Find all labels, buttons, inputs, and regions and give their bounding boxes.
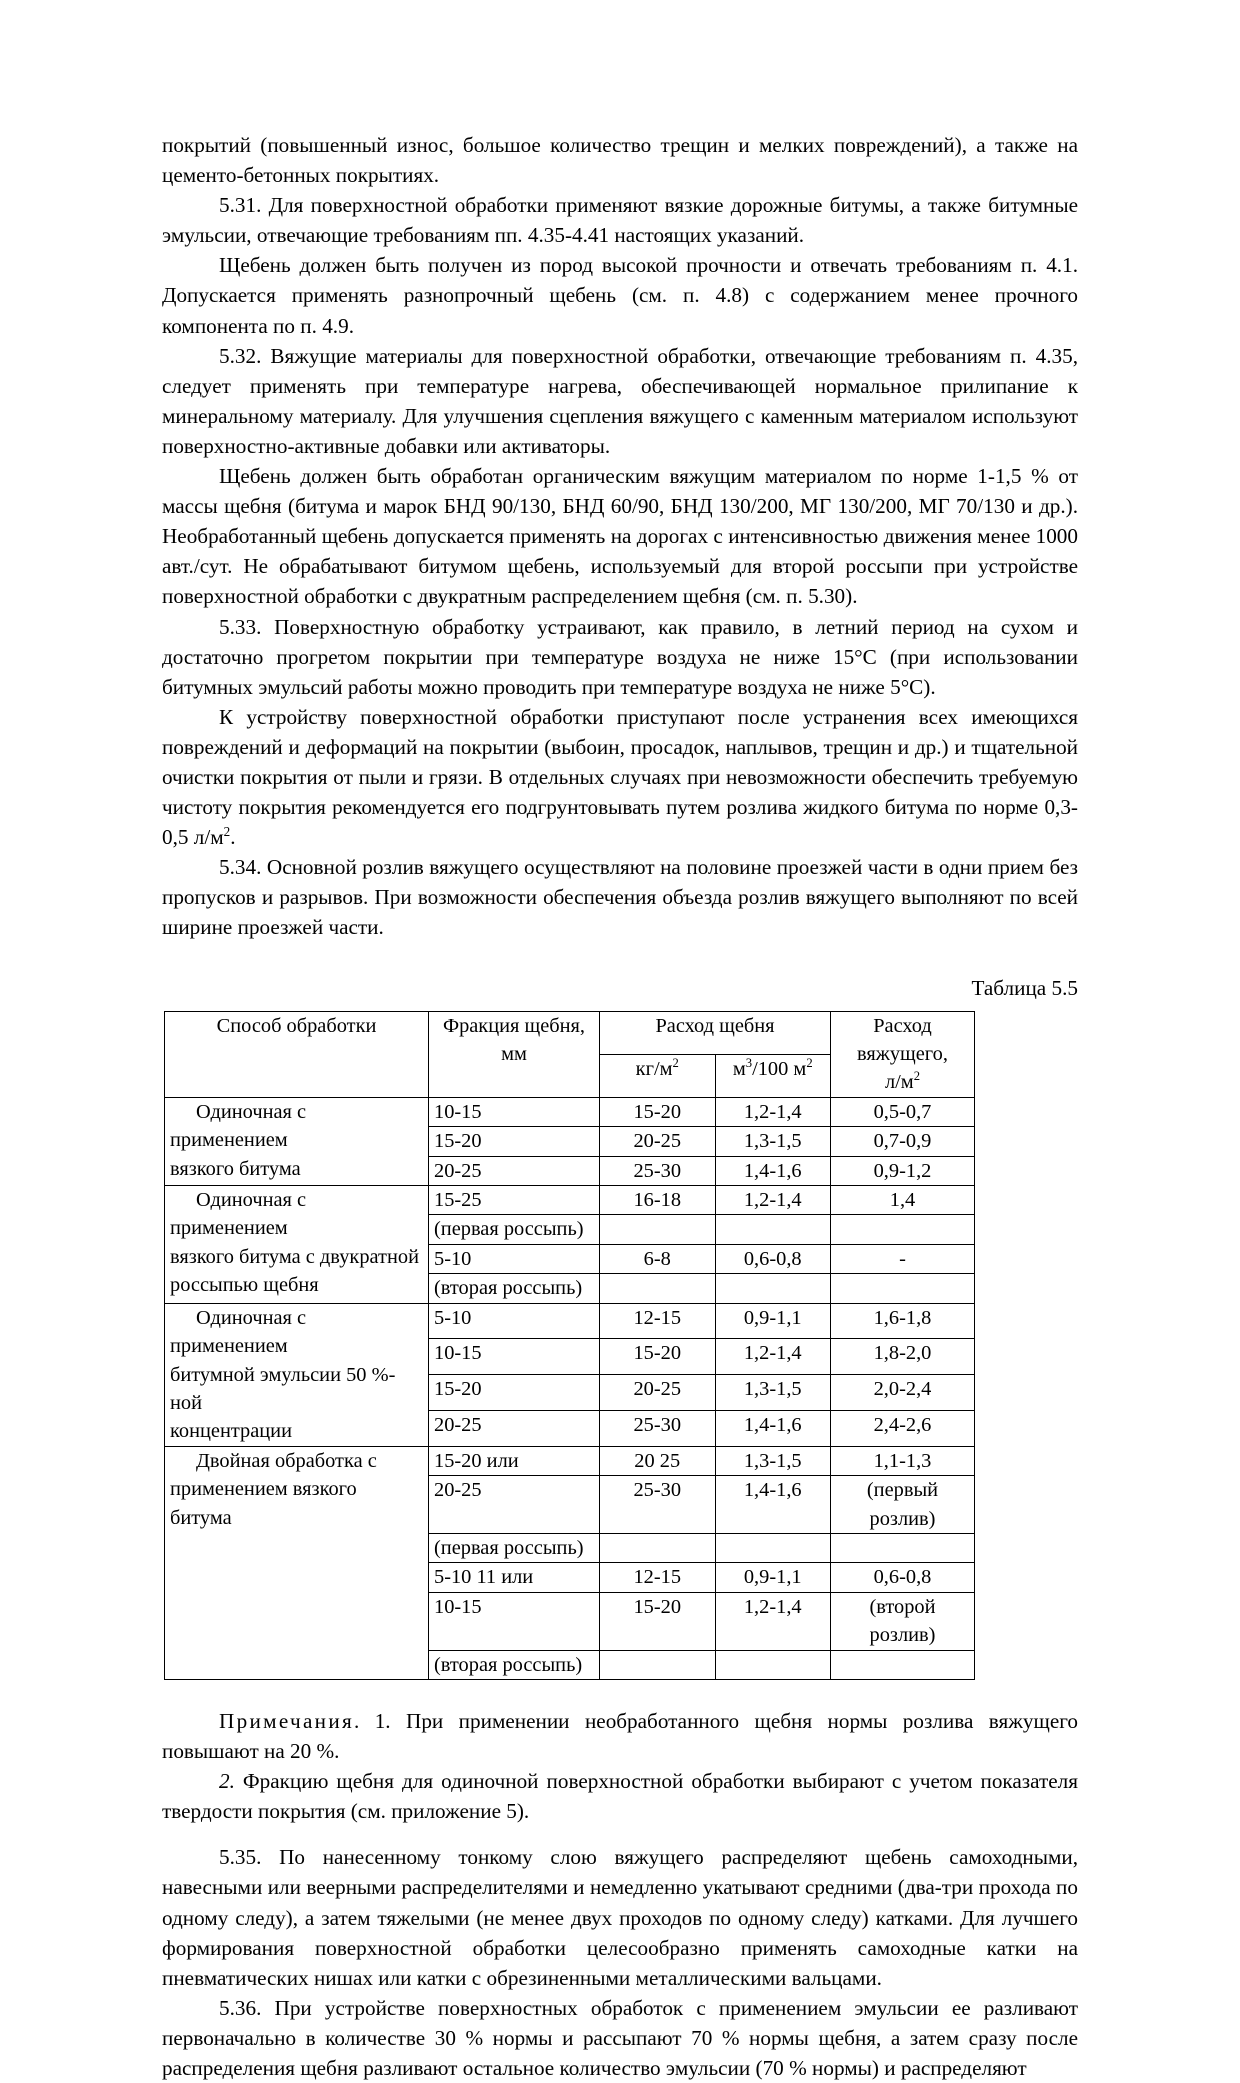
cell-m3-per-100m2: 1,2-1,4 xyxy=(715,1592,831,1650)
cell-m3-per-100m2 xyxy=(715,1215,831,1244)
para-ustroystvo xyxy=(162,702,1078,852)
th-unit-kg xyxy=(600,1054,716,1097)
cell-binder xyxy=(831,1533,975,1562)
cell-binder: 1,1-1,3 xyxy=(831,1446,975,1475)
cell-binder: - xyxy=(831,1244,975,1273)
para-5-32: 5.32. Вяжущие материалы для поверхностной обработки, отвечающие требованиям п. 4.35, следует применять при температуре нагрева, обеспечивающей нормальное прилипание к минеральному материалу. Для улучшения сцепления вяжущего с каменным материалом используют поверхностно-активные добавки или активаторы. xyxy=(162,343,1078,458)
cell-kg-per-m2: 15-20 xyxy=(600,1097,716,1126)
th-unit-kg-sup: 2 xyxy=(672,1055,679,1070)
th-unit-m3-pre: м xyxy=(732,1057,746,1080)
cell-m3-per-100m2: 0,9-1,1 xyxy=(715,1303,831,1339)
note-2-number: 2. xyxy=(219,1769,235,1794)
cell-m3-per-100m2: 0,9-1,1 xyxy=(715,1563,831,1592)
note-1-head: . 1. xyxy=(354,1708,407,1733)
th-fraction-line2: мм xyxy=(501,1043,527,1066)
method-line: Двойная обработка с xyxy=(196,1449,377,1472)
cell-kg-per-m2: 25-30 xyxy=(600,1476,716,1534)
cell-binder: 1,8-2,0 xyxy=(831,1339,975,1375)
cell-kg-per-m2 xyxy=(600,1274,716,1303)
cell-fraction: 20-25 xyxy=(429,1476,600,1534)
table-row xyxy=(165,1186,975,1215)
th-binder xyxy=(831,1011,975,1097)
cell-m3-per-100m2 xyxy=(715,1274,831,1303)
cell-binder: 1,4 xyxy=(831,1186,975,1215)
cell-fraction: 20-25 xyxy=(429,1410,600,1446)
paragraphs-top-block xyxy=(162,130,1078,702)
cell-m3-per-100m2: 1,4-1,6 xyxy=(715,1156,831,1185)
cell-binder: 2,0-2,4 xyxy=(831,1375,975,1411)
cell-binder: 2,4-2,6 xyxy=(831,1410,975,1446)
cell-binder: 0,7-0,9 xyxy=(831,1127,975,1156)
para-5-35: 5.35. По нанесенному тонкому слою вяжущего распределяют щебень самоходными, навесными или веерными распределителями и немедленно укатывают средними (два-три прохода по одному следу), а затем тяжелыми (не менее двух проходов по одному следу) катками. Для лучшего формирования поверхностной обработки целесообразно применять самоходные катки на пневматических нишах или катки с обрезиненными металлическими вальцами. xyxy=(162,1845,1078,1990)
table-header xyxy=(165,1011,975,1097)
cell-kg-per-m2: 12-15 xyxy=(600,1563,716,1592)
note-2 xyxy=(162,1766,1078,1826)
method-line: концентрации xyxy=(170,1420,292,1443)
cell-m3-per-100m2: 1,2-1,4 xyxy=(715,1186,831,1215)
th-unit-m3-post: /100 м xyxy=(752,1057,807,1080)
table-row xyxy=(165,1303,975,1339)
cell-m3-per-100m2: 1,4-1,6 xyxy=(715,1410,831,1446)
notes-block xyxy=(162,1706,1078,1826)
cell-kg-per-m2 xyxy=(600,1215,716,1244)
method-line: применением вязкого битума xyxy=(170,1478,357,1529)
cell-binder: 0,6-0,8 xyxy=(831,1563,975,1592)
cell-m3-per-100m2: 1,3-1,5 xyxy=(715,1375,831,1411)
cell-binder xyxy=(831,1215,975,1244)
cell-kg-per-m2: 15-20 xyxy=(600,1592,716,1650)
th-fraction xyxy=(429,1011,600,1097)
cell-binder: 0,5-0,7 xyxy=(831,1097,975,1126)
note-1 xyxy=(162,1706,1078,1766)
para-ustroystvo-part1: К устройству поверхностной обработки приступают после устранения всех имеющихся повреждений и деформаций на покрытии (выбоин, просадок, наплывов, трещин и др.) и тщательной очистки покрытия от пыли и грязи. В отдельных случаях при невозможности обеспечить требуемую чистоту покрытия рекомендуется его подгрунтовывать путем розлива жидкого битума по норме 0,3-0,5 л/м xyxy=(162,704,1078,850)
note-2-text: Фракцию щебня для одиночной поверхностной обработки выбирают с учетом показателя твердости покрытия (см. приложение 5). xyxy=(162,1769,1078,1824)
table-header-row-1 xyxy=(165,1011,975,1054)
cell-fraction: 15-20 xyxy=(429,1127,600,1156)
table-5-5 xyxy=(164,1011,975,1680)
cell-fraction: (первая россыпь) xyxy=(429,1215,600,1244)
cell-m3-per-100m2: 1,3-1,5 xyxy=(715,1446,831,1475)
cell-fraction: 15-25 xyxy=(429,1186,600,1215)
para-shcheben-prochnost: Щебень должен быть получен из пород высокой прочности и отвечать требованиям п. 4.1. Допускается применять разнопрочный щебень (см. п. 4.8) с содержанием менее прочного компонента по п. 4.9. xyxy=(162,253,1078,338)
para-ustroystvo-superscript: 2 xyxy=(223,824,231,840)
cell-fraction: 15-20 xyxy=(429,1375,600,1411)
para-cont-top: покрытий (повышенный износ, большое количество трещин и мелких повреждений), а также на цементо-бетонных покрытиях. xyxy=(162,133,1078,188)
method-line: битумной эмульсии 50 %-ной xyxy=(170,1363,396,1414)
notes-spacer xyxy=(162,1826,1078,1842)
para-5-34: 5.34. Основной розлив вяжущего осуществляют на половине проезжей части в одни прием без пропусков и разрывов. При возможности обеспечения объезда розлив вяжущего выполняют по всей ширине проезжей части. xyxy=(162,855,1078,940)
th-binder-unit xyxy=(885,1071,920,1093)
th-binder-unit-pre: л/м xyxy=(884,1071,914,1094)
table-row xyxy=(165,1097,975,1126)
cell-kg-per-m2: 20-25 xyxy=(600,1127,716,1156)
notes-label: Примечания xyxy=(219,1708,354,1733)
para-5-31: 5.31. Для поверхностной обработки применяют вязкие дорожные битумы, а также битумные эмульсии, отвечающие требованиям пп. 4.35-4.41 настоящих указаний. xyxy=(162,193,1078,248)
method-line: вязкого битума xyxy=(170,1157,301,1180)
paragraphs-bottom-block xyxy=(162,1842,1078,2083)
cell-fraction: (вторая россыпь) xyxy=(429,1650,600,1679)
cell-fraction: (вторая россыпь) xyxy=(429,1274,600,1303)
cell-binder xyxy=(831,1274,975,1303)
para-5-33: 5.33. Поверхностную обработку устраивают, как правило, в летний период на сухом и достаточно прогретом покрытии при температуре воздуха не ниже 15°С (при использовании битумных эмульсий работы можно проводить при температуре воздуха не ниже 5°С). xyxy=(162,614,1078,699)
method-line: вязкого битума с двукратной xyxy=(170,1245,419,1268)
cell-fraction: 5-10 11 или xyxy=(429,1563,600,1592)
group-single-viscous-double-spread-method-cell xyxy=(165,1186,429,1304)
th-unit-m3-sup2: 2 xyxy=(806,1055,813,1070)
cell-kg-per-m2 xyxy=(600,1533,716,1562)
th-consumption-group: Расход щебня xyxy=(600,1011,831,1054)
para-5-36: 5.36. При устройстве поверхностных обработок с применением эмульсии ее разливают первоначально в количестве 30 % нормы и рассыпают 70 % нормы щебня, а затем сразу после распределения щебня разливают остальное количество эмульсии (70 % нормы) и распределяют xyxy=(162,1995,1078,2080)
th-unit-m3-sup: 3 xyxy=(745,1055,753,1070)
method-line: Одиночная с применением xyxy=(170,1306,307,1358)
method-line: Одиночная с применением xyxy=(170,1189,307,1240)
group-double-treatment-viscous-bitumen-method-cell xyxy=(165,1446,429,1679)
cell-m3-per-100m2: 1,3-1,5 xyxy=(715,1127,831,1156)
th-method: Способ обработки xyxy=(165,1011,429,1097)
th-unit-m3 xyxy=(715,1054,831,1097)
cell-m3-per-100m2: 1,4-1,6 xyxy=(715,1476,831,1534)
cell-m3-per-100m2 xyxy=(715,1650,831,1679)
cell-m3-per-100m2: 0,6-0,8 xyxy=(715,1244,831,1273)
group-single-bitumen-emulsion-method-cell xyxy=(165,1303,429,1446)
cell-fraction: 10-15 xyxy=(429,1339,600,1375)
cell-binder: (второй розлив) xyxy=(831,1592,975,1650)
cell-kg-per-m2: 25-30 xyxy=(600,1156,716,1185)
th-binder-unit-sup: 2 xyxy=(913,1069,921,1084)
cell-kg-per-m2: 25-30 xyxy=(600,1410,716,1446)
note-1-text: При применении необработанного щебня нормы розлива вяжущего повышают на 20 %. xyxy=(162,1708,1078,1764)
table-row xyxy=(165,1446,975,1475)
cell-fraction: 20-25 xyxy=(429,1156,600,1185)
cell-kg-per-m2: 6-8 xyxy=(600,1244,716,1273)
cell-m3-per-100m2: 1,2-1,4 xyxy=(715,1097,831,1126)
cell-fraction: 5-10 xyxy=(429,1244,600,1273)
cell-m3-per-100m2: 1,2-1,4 xyxy=(715,1339,831,1375)
document-body xyxy=(162,130,1078,2083)
cell-kg-per-m2: 12-15 xyxy=(600,1303,716,1339)
method-line: россыпью щебня xyxy=(170,1274,319,1297)
th-fraction-line1: Фракция щебня, xyxy=(442,1014,586,1037)
cell-kg-per-m2: 15-20 xyxy=(600,1339,716,1375)
cell-binder xyxy=(831,1650,975,1679)
table-caption: Таблица 5.5 xyxy=(971,975,1078,1000)
cell-kg-per-m2: 20 25 xyxy=(600,1446,716,1475)
cell-fraction: 5-10 xyxy=(429,1303,600,1339)
table-body xyxy=(165,1097,975,1679)
th-unit-kg-text: кг/м xyxy=(635,1057,673,1080)
th-binder-line1: Расход вяжущего, xyxy=(857,1014,948,1066)
cell-kg-per-m2: 16-18 xyxy=(600,1186,716,1215)
group-single-viscous-bitumen-method-cell xyxy=(165,1097,429,1185)
cell-fraction: 10-15 xyxy=(429,1592,600,1650)
cell-binder: 1,6-1,8 xyxy=(831,1303,975,1339)
cell-kg-per-m2: 20-25 xyxy=(600,1375,716,1411)
cell-binder: 0,9-1,2 xyxy=(831,1156,975,1185)
cell-binder: (первый розлив) xyxy=(831,1476,975,1534)
cell-m3-per-100m2 xyxy=(715,1533,831,1562)
para-ustroystvo-part2: . xyxy=(230,825,236,850)
method-line: Одиночная с применением xyxy=(170,1100,307,1152)
cell-kg-per-m2 xyxy=(600,1650,716,1679)
para-shcheben-obrabotan: Щебень должен быть обработан органическим вяжущим материалом по норме 1-1,5 % от массы щебня (битума и марок БНД 90/130, БНД 60/90, БНД 130/200, МГ 130/200, МГ 70/130 и др.). Необработанный щебень допускается применять на дорогах с интенсивностью движения менее 1000 авт./сут. Не обрабатывают битумом щебень, используемый для второй россыпи при устройстве поверхностной обработки с двукратным распределением щебня (см. п. 5.30). xyxy=(162,464,1078,609)
cell-fraction: 15-20 или xyxy=(429,1446,600,1475)
cell-fraction: (первая россыпь) xyxy=(429,1533,600,1562)
cell-fraction: 10-15 xyxy=(429,1097,600,1126)
